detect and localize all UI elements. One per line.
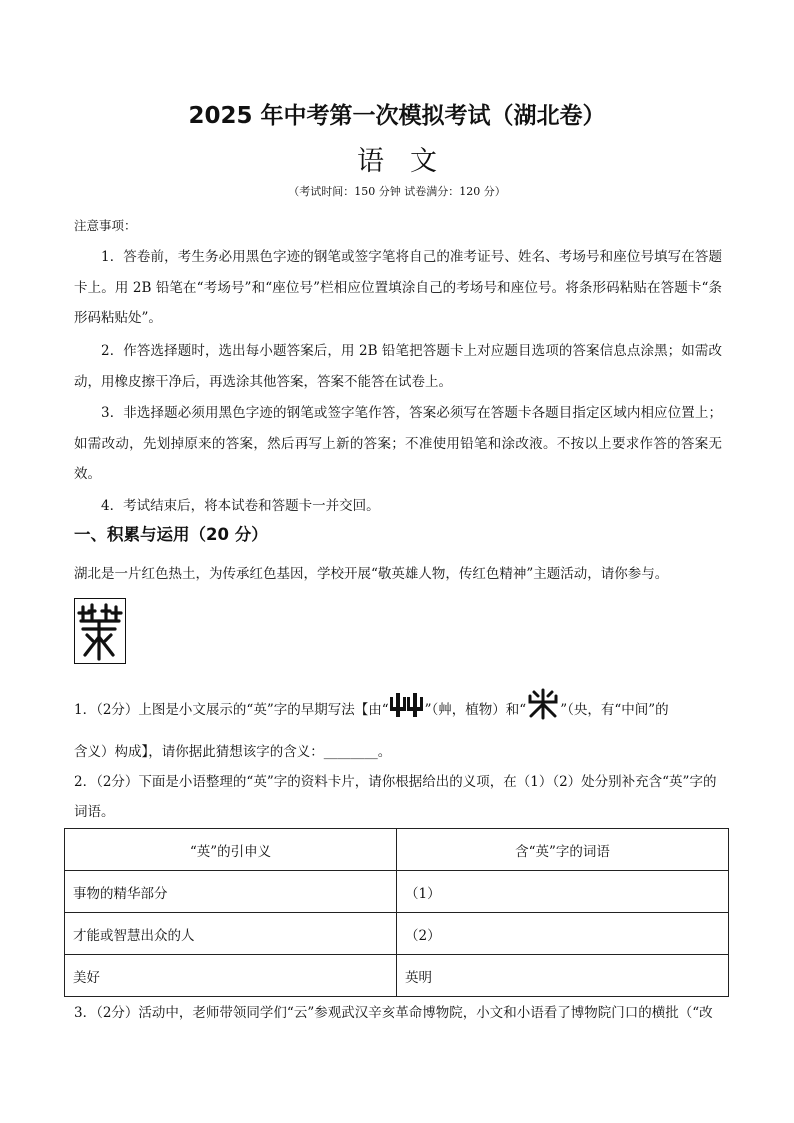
section-intro: 湖北是一片红色热土，为传承红色基因，学校开展“敬英雄人物，传红色精神”主题活动，请你参与。 (74, 566, 669, 582)
subject-title: 语文 (357, 146, 463, 177)
q1-text-part1: 1．（2分）上图是小文展示的“英”字的早期写法【由“ (74, 702, 389, 718)
table-cell: （1） (397, 871, 729, 913)
notice-item-2: 2．作答选择题时，选出每小题答案后，用 2B 铅笔把答题卡上对应题目选项的答案信息点涂黑；如需改动，用橡皮擦干净后，再选涂其他答案，答案不能答在试卷上。 (74, 343, 722, 390)
table-cell: 英明 (397, 955, 729, 997)
section-heading: 一、积累与运用（20 分） (74, 525, 268, 544)
ying-data-card-table (64, 828, 729, 997)
table-row (65, 871, 729, 913)
table-header: “英”的引申义 (65, 829, 397, 871)
question-3: 3．（2分）活动中，老师带领同学们“云”参观武汉辛亥革命博物院，小文和小语看了博物院门口的横批（“改 (74, 1005, 713, 1021)
table-row (65, 955, 729, 997)
question-2: 2．（2分）下面是小语整理的“英”字的资料卡片，请你根据给出的义项，在（1）（2）处分别补充含“英”字的词语。 (74, 774, 717, 820)
table-header-row (65, 829, 729, 871)
notice-title: 注意事项： (74, 218, 137, 233)
exam-title: 2025 年中考第一次模拟考试（湖北卷） (188, 103, 606, 129)
q1-text-part2: ”（艸，植物）和“ (424, 702, 527, 718)
notice-item-3: 3．非选择题必须用黑色字迹的钢笔或签字笔作答，答案必须写在答题卡各题目指定区域内相应位置上；如需改动，先划掉原来的答案，然后再写上新的答案；不准使用铅笔和涂改液。不按以上要求作答的答案无效。 (74, 405, 722, 482)
table-cell: 美好 (65, 955, 397, 997)
notice-item-1: 1．答卷前，考生务必用黑色字迹的钢笔或签字笔将自己的准考证号、姓名、考场号和座位号填写在答题卡上。用 2B 铅笔在“考场号”和“座位号”栏相应位置填涂自己的考场号和座位号。将条形码粘贴在答题卡“条形码粘贴处”。 (74, 249, 722, 326)
question-1-line2: 含义）构成】，请你据此猜想该字的含义：________。 (74, 744, 392, 760)
table-header: 含“英”字的词语 (397, 829, 729, 871)
table-cell: 才能或智慧出众的人 (65, 913, 397, 955)
table-cell: （2） (397, 913, 729, 955)
seal-script-image (74, 598, 126, 664)
q1-text-part3: ”（央，有“中间”的 (560, 702, 669, 718)
seal-character-icon (75, 599, 125, 663)
yang-glyph-icon (526, 688, 560, 733)
table-cell: 事物的精华部分 (65, 871, 397, 913)
notice-item-4: 4．考试结束后，将本试卷和答题卡一并交回。 (101, 498, 380, 514)
grass-glyph-icon (389, 689, 425, 732)
exam-info: （考试时间：150 分钟 试卷满分：120 分） (288, 185, 506, 198)
table-row (65, 913, 729, 955)
question-1 (74, 688, 724, 733)
